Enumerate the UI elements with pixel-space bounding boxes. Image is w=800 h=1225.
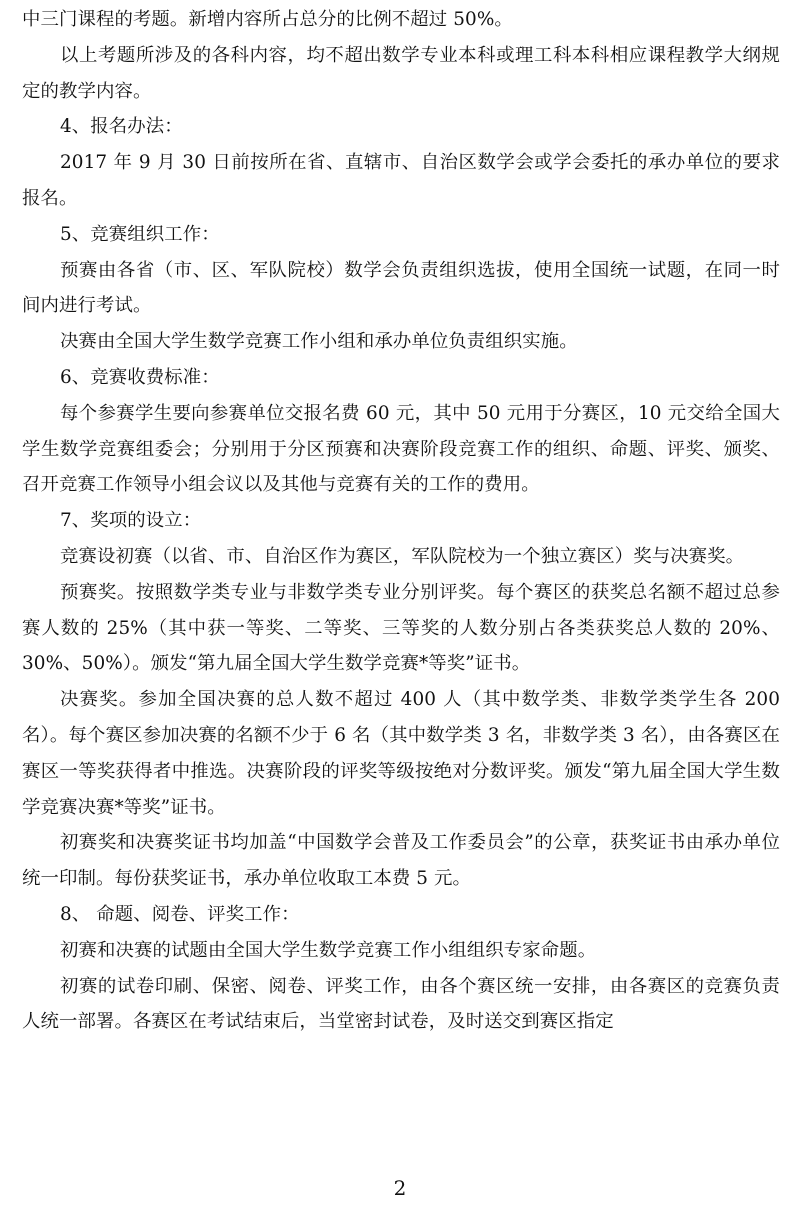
paragraph: 中三门课程的考题。新增内容所占总分的比例不超过 50%。 [22, 9, 513, 30]
section-heading: 6、竞赛收费标准： [60, 366, 220, 388]
section-heading: 8、 命题、阅卷、评奖工作： [60, 903, 300, 925]
paragraph: 决赛奖。参加全国决赛的总人数不超过 400 人（其中数学类、非数学类学生各 200 名）。每个赛区参加决赛的名额不少于 6 名（其中数学类 3 名，非数学类 3 名），由各赛区在赛区一等奖获得者中推选。决赛阶段的评奖等级按绝对分数评奖。颁发“第九届全国大学生数学竞赛决赛*等奖”证书。 [22, 689, 780, 818]
section-heading: 5、竞赛组织工作： [60, 223, 220, 245]
page-number: 2 [393, 1176, 407, 1200]
paragraph: 竞赛设初赛（以省、市、自治区作为赛区，军队院校为一个独立赛区）奖与决赛奖。 [60, 545, 745, 567]
paragraph: 预赛由各省（市、区、军队院校）数学会负责组织选拔，使用全国统一试题，在同一时间内进行考试。 [22, 259, 780, 317]
section-heading: 4、报名办法： [60, 116, 183, 138]
paragraph: 预赛奖。按照数学类专业与非数学类专业分别评奖。每个赛区的获奖总名额不超过总参赛人数的 25%（其中获一等奖、二等奖、三等奖的人数分别占各类获奖总人数的 20%、30%、50%）。颁发“第九届全国大学生数学竞赛*等奖”证书。 [22, 581, 780, 675]
paragraph: 以上考题所涉及的各科内容，均不超出数学专业本科或理工科本科相应课程教学大纲规定的教学内容。 [22, 44, 780, 102]
paragraph: 2017 年 9 月 30 日前按所在省、直辖市、自治区数学会或学会委托的承办单位的要求报名。 [22, 152, 780, 209]
paragraph: 初赛奖和决赛奖证书均加盖“中国数学会普及工作委员会”的公章，获奖证书由承办单位统一印制。每份获奖证书，承办单位收取工本费 5 元。 [22, 832, 780, 890]
paragraph: 决赛由全国大学生数学竞赛工作小组和承办单位负责组织实施。 [60, 331, 578, 353]
section-heading: 7、奖项的设立： [60, 510, 202, 532]
paragraph: 初赛和决赛的试题由全国大学生数学竞赛工作小组组织专家命题。 [60, 939, 597, 961]
paragraph: 初赛的试卷印刷、保密、阅卷、评奖工作，由各个赛区统一安排，由各赛区的竞赛负责人统一部署。各赛区在考试结束后，当堂密封试卷，及时送交到赛区指定 [22, 975, 780, 1033]
paragraph: 每个参赛学生要向参赛单位交报名费 60 元，其中 50 元用于分赛区，10 元交给全国大学生数学竞赛组委会；分别用于分区预赛和决赛阶段竞赛工作的组织、命题、评奖、颁奖、召开竞赛工作领导小组会议以及其他与竞赛有关的工作的费用。 [22, 402, 780, 496]
document-body [22, 2, 780, 1040]
